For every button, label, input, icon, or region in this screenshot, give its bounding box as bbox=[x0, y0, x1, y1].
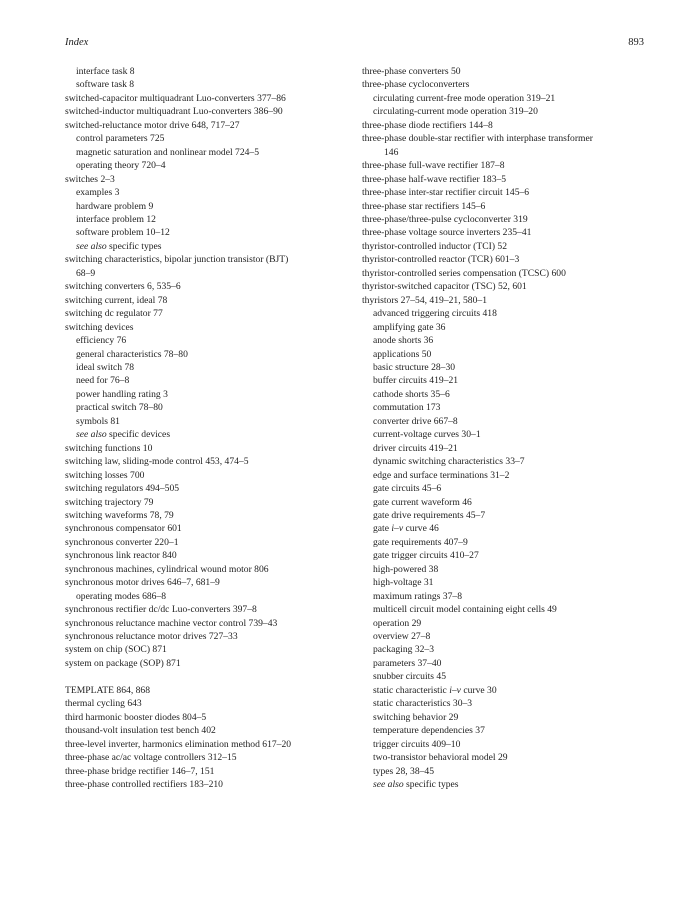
index-entry: synchronous compensator 601 bbox=[65, 523, 182, 535]
index-subentry: static characteristics 30–3 bbox=[373, 698, 473, 710]
index-subentry: current-voltage curves 30–1 bbox=[373, 429, 481, 441]
index-entry: three-phase full-wave rectifier 187–8 bbox=[362, 160, 505, 172]
index-subentry: switching behavior 29 bbox=[373, 711, 459, 723]
index-subentry: two-transistor behavioral model 29 bbox=[373, 752, 508, 764]
index-entry: switching regulators 494–505 bbox=[65, 483, 180, 495]
index-entry: TEMPLATE 864, 868 bbox=[65, 684, 151, 696]
index-subentry: trigger circuits 409–10 bbox=[373, 738, 461, 750]
index-subentry: buffer circuits 419–21 bbox=[373, 375, 459, 387]
index-subentry: examples 3 bbox=[76, 187, 120, 199]
index-entry: synchronous machines, cylindrical wound motor 806 bbox=[65, 563, 269, 575]
index-entry: system on chip (SOC) 871 bbox=[65, 644, 167, 656]
index-subentry: high-powered 38 bbox=[373, 563, 439, 575]
index-subentry: types 28, 38–45 bbox=[373, 765, 435, 777]
index-subentry: dynamic switching characteristics 33–7 bbox=[373, 456, 525, 468]
index-entry: switched-inductor multiquadrant Luo-converters 386–90 bbox=[65, 106, 283, 118]
index-subentry: temperature dependencies 37 bbox=[373, 725, 485, 737]
index-subentry: control parameters 725 bbox=[76, 133, 165, 145]
index-entry: synchronous converter 220–1 bbox=[65, 536, 179, 548]
index-entry: switching waveforms 78, 79 bbox=[65, 509, 174, 521]
running-head: Index bbox=[65, 37, 89, 48]
index-subentry: circulating current-free mode operation 319–21 bbox=[373, 92, 556, 104]
index-entry: synchronous motor drives 646–7, 681–9 bbox=[65, 577, 220, 589]
index-subentry: practical switch 78–80 bbox=[76, 402, 163, 414]
index-subentry: amplifying gate 36 bbox=[373, 321, 446, 333]
index-subentry: software task 8 bbox=[76, 79, 135, 91]
index-subentry: gate requirements 407–9 bbox=[373, 536, 468, 548]
index-subentry: commutation 173 bbox=[373, 402, 441, 414]
index-entry: thyristors 27–54, 419–21, 580–1 bbox=[362, 294, 487, 306]
index-subentry: operation 29 bbox=[373, 617, 422, 629]
index-entry: three-phase cycloconverters bbox=[362, 79, 470, 91]
index-entry: switched-reluctance motor drive 648, 717–27 bbox=[65, 119, 240, 131]
section-gap bbox=[65, 670, 355, 683]
index-entry: three-level inverter, harmonics elimination method 617–20 bbox=[65, 738, 292, 750]
index-subentry: cathode shorts 35–6 bbox=[373, 388, 450, 400]
index-subentry: high-voltage 31 bbox=[373, 577, 434, 589]
index-subentry: converter drive 667–8 bbox=[373, 415, 458, 427]
index-entry: three-phase bridge rectifier 146–7, 151 bbox=[65, 765, 215, 777]
index-entry: switching current, ideal 78 bbox=[65, 294, 168, 306]
index-entry: thyristor-controlled series compensation (TCSC) 600 bbox=[362, 267, 566, 279]
index-entry: thousand-volt insulation test bench 402 bbox=[65, 725, 216, 737]
index-entry: thermal cycling 643 bbox=[65, 698, 142, 710]
index-entry: system on package (SOP) 871 bbox=[65, 657, 181, 669]
index-subentry: parameters 37–40 bbox=[373, 657, 442, 669]
index-entry: three-phase half-wave rectifier 183–5 bbox=[362, 173, 507, 185]
index-subentry: gate trigger circuits 410–27 bbox=[373, 550, 479, 562]
index-subentry: circulating-current mode operation 319–20 bbox=[373, 106, 538, 118]
index-subentry: symbols 81 bbox=[76, 415, 120, 427]
index-subentry: need for 76–8 bbox=[76, 375, 130, 387]
index-entry: switching characteristics, bipolar junction transistor (BJT) bbox=[65, 254, 289, 266]
index-entry: switches 2–3 bbox=[65, 173, 115, 185]
index-subentry: gate drive requirements 45–7 bbox=[373, 509, 486, 521]
index-entry: three-phase voltage source inverters 235–41 bbox=[362, 227, 532, 239]
index-subentry: see also specific types bbox=[373, 779, 459, 791]
index-entry-continuation: 68–9 bbox=[76, 267, 96, 279]
index-subentry: packaging 32–3 bbox=[373, 644, 435, 656]
index-subentry: see also specific devices bbox=[76, 429, 171, 441]
index-subentry: advanced triggering circuits 418 bbox=[373, 308, 497, 320]
index-entry: thyristor-controlled reactor (TCR) 601–3 bbox=[362, 254, 520, 266]
index-subentry: overview 27–8 bbox=[373, 631, 431, 643]
index-subentry: multicell circuit model containing eight cells 49 bbox=[373, 604, 557, 616]
index-entry: switching converters 6, 535–6 bbox=[65, 281, 181, 293]
index-subentry: gate i–v curve 46 bbox=[373, 523, 439, 535]
index-subentry: gate current waveform 46 bbox=[373, 496, 472, 508]
index-subentry: anode shorts 36 bbox=[373, 335, 434, 347]
index-subentry: snubber circuits 45 bbox=[373, 671, 447, 683]
index-subentry: operating modes 686–8 bbox=[76, 590, 167, 602]
index-entry: third harmonic booster diodes 804–5 bbox=[65, 711, 207, 723]
index-subentry: maximum ratings 37–8 bbox=[373, 590, 462, 602]
index-entry: three-phase controlled rectifiers 183–210 bbox=[65, 779, 223, 790]
index-entry: switching losses 700 bbox=[65, 469, 145, 481]
index-subentry: magnetic saturation and nonlinear model 724–5 bbox=[76, 146, 260, 158]
index-subentry: interface task 8 bbox=[76, 66, 135, 77]
index-subentry: interface problem 12 bbox=[76, 213, 156, 225]
index-entry: switching functions 10 bbox=[65, 442, 153, 454]
index-subentry: see also specific types bbox=[76, 240, 162, 252]
index-entry: synchronous rectifier dc/dc Luo-converters 397–8 bbox=[65, 604, 257, 616]
index-entry: switching devices bbox=[65, 321, 134, 333]
index-subentry: edge and surface terminations 31–2 bbox=[373, 469, 510, 481]
index-entry: thyristor-switched capacitor (TSC) 52, 601 bbox=[362, 281, 527, 293]
index-entry: thyristor-controlled inductor (TCI) 52 bbox=[362, 240, 508, 252]
page-number: 893 bbox=[628, 37, 644, 48]
index-subentry: efficiency 76 bbox=[76, 335, 127, 347]
index-column-right bbox=[362, 65, 652, 791]
index-subentry: general characteristics 78–80 bbox=[76, 348, 188, 360]
index-subentry: software problem 10–12 bbox=[76, 227, 170, 239]
index-entry: switching dc regulator 77 bbox=[65, 308, 163, 320]
index-entry: three-phase star rectifiers 145–6 bbox=[362, 200, 486, 212]
index-subentry: driver circuits 419–21 bbox=[373, 442, 458, 454]
index-entry: three-phase ac/ac voltage controllers 312–15 bbox=[65, 752, 237, 764]
index-entry: synchronous link reactor 840 bbox=[65, 550, 177, 562]
index-entry: three-phase inter-star rectifier circuit 145–6 bbox=[362, 187, 530, 199]
index-subentry: basic structure 28–30 bbox=[373, 361, 456, 373]
index-entry: three-phase converters 50 bbox=[362, 66, 461, 77]
index-subentry: operating theory 720–4 bbox=[76, 160, 166, 172]
index-entry-continuation: 146 bbox=[384, 146, 399, 158]
index-entry: three-phase double-star rectifier with interphase transformer bbox=[362, 133, 593, 145]
page-header bbox=[65, 37, 644, 53]
index-entry: switching law, sliding-mode control 453, 474–5 bbox=[65, 456, 249, 468]
index-entry: switching trajectory 79 bbox=[65, 496, 154, 508]
index-entry: synchronous reluctance motor drives 727–33 bbox=[65, 631, 238, 643]
index-column-left bbox=[65, 65, 355, 791]
index-subentry: static characteristic i–v curve 30 bbox=[373, 684, 497, 696]
index-subentry: applications 50 bbox=[373, 348, 432, 360]
index-entry: synchronous reluctance machine vector control 739–43 bbox=[65, 617, 278, 629]
index-subentry: hardware problem 9 bbox=[76, 200, 154, 212]
index-entry: three-phase/three-pulse cycloconverter 319 bbox=[362, 213, 528, 225]
index-subentry: gate circuits 45–6 bbox=[373, 483, 442, 495]
index-subentry: ideal switch 78 bbox=[76, 361, 135, 373]
index-entry: switched-capacitor multiquadrant Luo-converters 377–86 bbox=[65, 92, 286, 104]
index-entry: three-phase diode rectifiers 144–8 bbox=[362, 119, 493, 131]
index-subentry: power handling rating 3 bbox=[76, 388, 168, 400]
